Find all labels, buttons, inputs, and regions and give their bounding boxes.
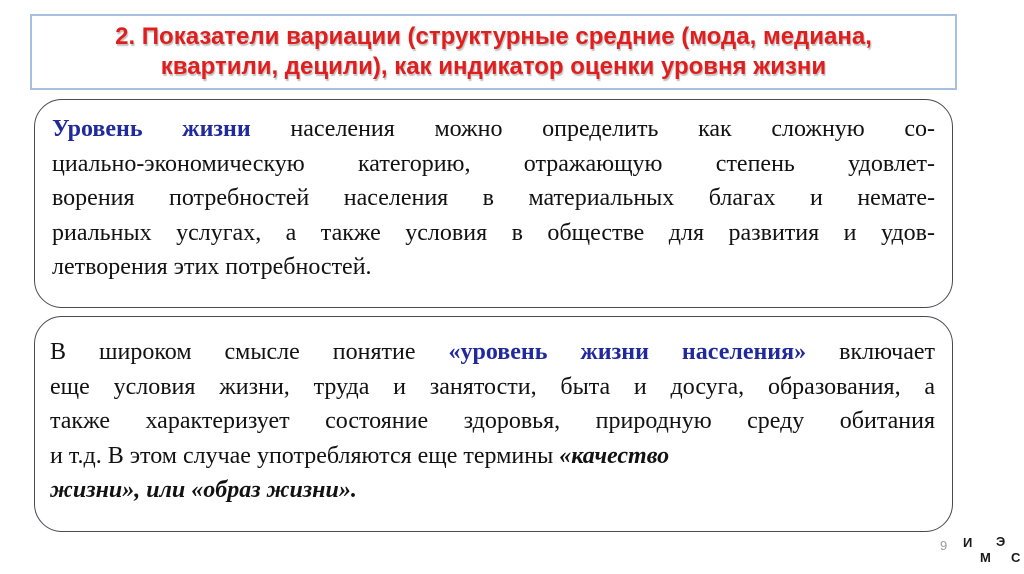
text-line: [52, 112, 935, 147]
text-segment: «качество: [559, 442, 670, 469]
definition-text-box: [34, 99, 953, 308]
text-segment: циально-экономическую категорию, отражающую степень удовлет-: [52, 150, 935, 177]
logo-letter: М: [980, 550, 991, 565]
text-line: [52, 181, 935, 216]
text-line: [52, 216, 935, 251]
text-segment: риальных услугах, а также условия в обществе для развития и удов-: [52, 219, 935, 246]
text-line: [50, 370, 935, 405]
logo-letter: И: [963, 535, 973, 550]
text-segment: ворения потребностей населения в материальных благах и немате-: [52, 185, 935, 211]
text-segment: жизни», или «образ жизни».: [50, 477, 357, 503]
text-line: [50, 473, 935, 508]
text-segment: также характеризует состояние здоровья, природную среду обитания: [50, 408, 935, 434]
text-segment: еще условия жизни, труда и занятости, быта и досуга, образования, а: [50, 373, 935, 400]
text-line: [50, 439, 935, 474]
text-segment: В широком смысле понятие: [50, 339, 449, 365]
text-line: [50, 404, 935, 439]
slide-title-line-1: 2. Показатели вариации (структурные средние (мода, медиана,: [115, 23, 872, 50]
text-segment: «уровень жизни населения»: [448, 339, 807, 365]
broad-sense-text-box: [34, 316, 953, 532]
logo-letter: Э: [996, 534, 1006, 549]
text-segment: и т.д. В этом случае употребляются еще термины: [50, 442, 560, 469]
text-line: [50, 335, 935, 370]
text-segment: включает: [806, 339, 935, 365]
slide-title-line-2: квартили, децили), как индикатор оценки уровня жизни: [160, 53, 827, 80]
text-line: [52, 250, 935, 285]
text-segment: летворения этих потребностей.: [52, 254, 372, 280]
text-segment: населения можно определить как сложную со-: [250, 116, 936, 142]
text-line: [52, 147, 935, 182]
text-segment: Уровень жизни: [52, 116, 251, 142]
title-banner: [30, 14, 957, 90]
page-number: 9: [940, 538, 948, 553]
iems-logo: [958, 533, 1024, 571]
logo-letter: С: [1011, 550, 1021, 565]
